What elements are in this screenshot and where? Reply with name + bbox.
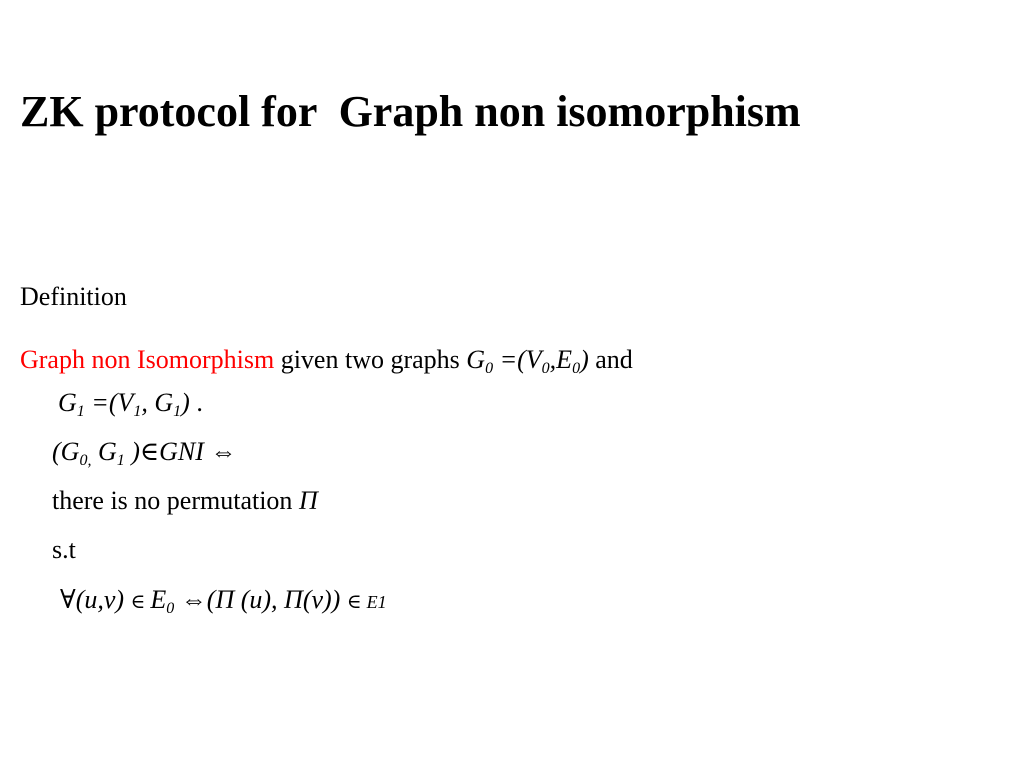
e1-edge-set: E1: [366, 592, 387, 612]
iff-symbol: ⇔(: [174, 585, 216, 614]
no-permutation-text: there is no permutation: [52, 486, 299, 515]
pair-open: (G: [52, 437, 80, 466]
pi-u-symbol: Π: [215, 585, 235, 614]
v1-open: =(V: [84, 388, 134, 417]
pair-g1: G: [91, 437, 117, 466]
definition-line-1: [20, 345, 633, 375]
pi-symbol: Π: [298, 486, 318, 515]
definition-line-2: [58, 388, 203, 418]
element-of-symbol-2: ∈: [346, 591, 367, 613]
definition-label: Definition: [20, 282, 127, 311]
v0-open: =(V: [493, 345, 542, 374]
slide-title: ZK protocol for Graph non isomorphism: [20, 87, 801, 136]
and-word: and: [588, 345, 633, 374]
line2-period: .: [189, 388, 203, 417]
pair-g1-subscript: 1: [116, 452, 125, 469]
definition-term: Graph non Isomorphism: [20, 345, 275, 374]
g1-inner-subscript: 1: [173, 403, 182, 420]
g1-inner: , G: [141, 388, 174, 417]
forall-symbol: ∀: [60, 585, 76, 614]
e0-symbol: ,E: [549, 345, 573, 374]
element-of-symbol: ∈: [130, 591, 151, 613]
pi-v-arg: (v)): [302, 585, 347, 614]
pi-v-symbol: Π: [284, 585, 303, 614]
g0-subscript: 0: [485, 360, 494, 377]
g0-close: ): [580, 345, 589, 374]
g1-subscript: 1: [76, 403, 85, 420]
g1-close: ): [181, 388, 190, 417]
condition-line: [60, 585, 387, 615]
e0-subscript: 0: [572, 360, 581, 377]
v1-subscript: 1: [133, 403, 142, 420]
line1-text: given two graphs: [274, 345, 467, 374]
g0-symbol: G: [466, 345, 486, 374]
pair-g0-subscript: 0,: [79, 452, 92, 469]
edge-pair: (u,v): [75, 585, 131, 614]
such-that-line: s.t: [52, 535, 76, 564]
gni-iff: )∈GNI ⇔: [124, 437, 237, 466]
e0-edge-set: E: [150, 585, 167, 614]
no-permutation-line: [52, 486, 318, 516]
e0-edge-subscript: 0: [166, 600, 175, 617]
g1-symbol: G: [58, 388, 77, 417]
gni-membership-line: [52, 437, 236, 467]
pi-u-arg: (u),: [234, 585, 285, 614]
v0-subscript: 0: [541, 360, 550, 377]
